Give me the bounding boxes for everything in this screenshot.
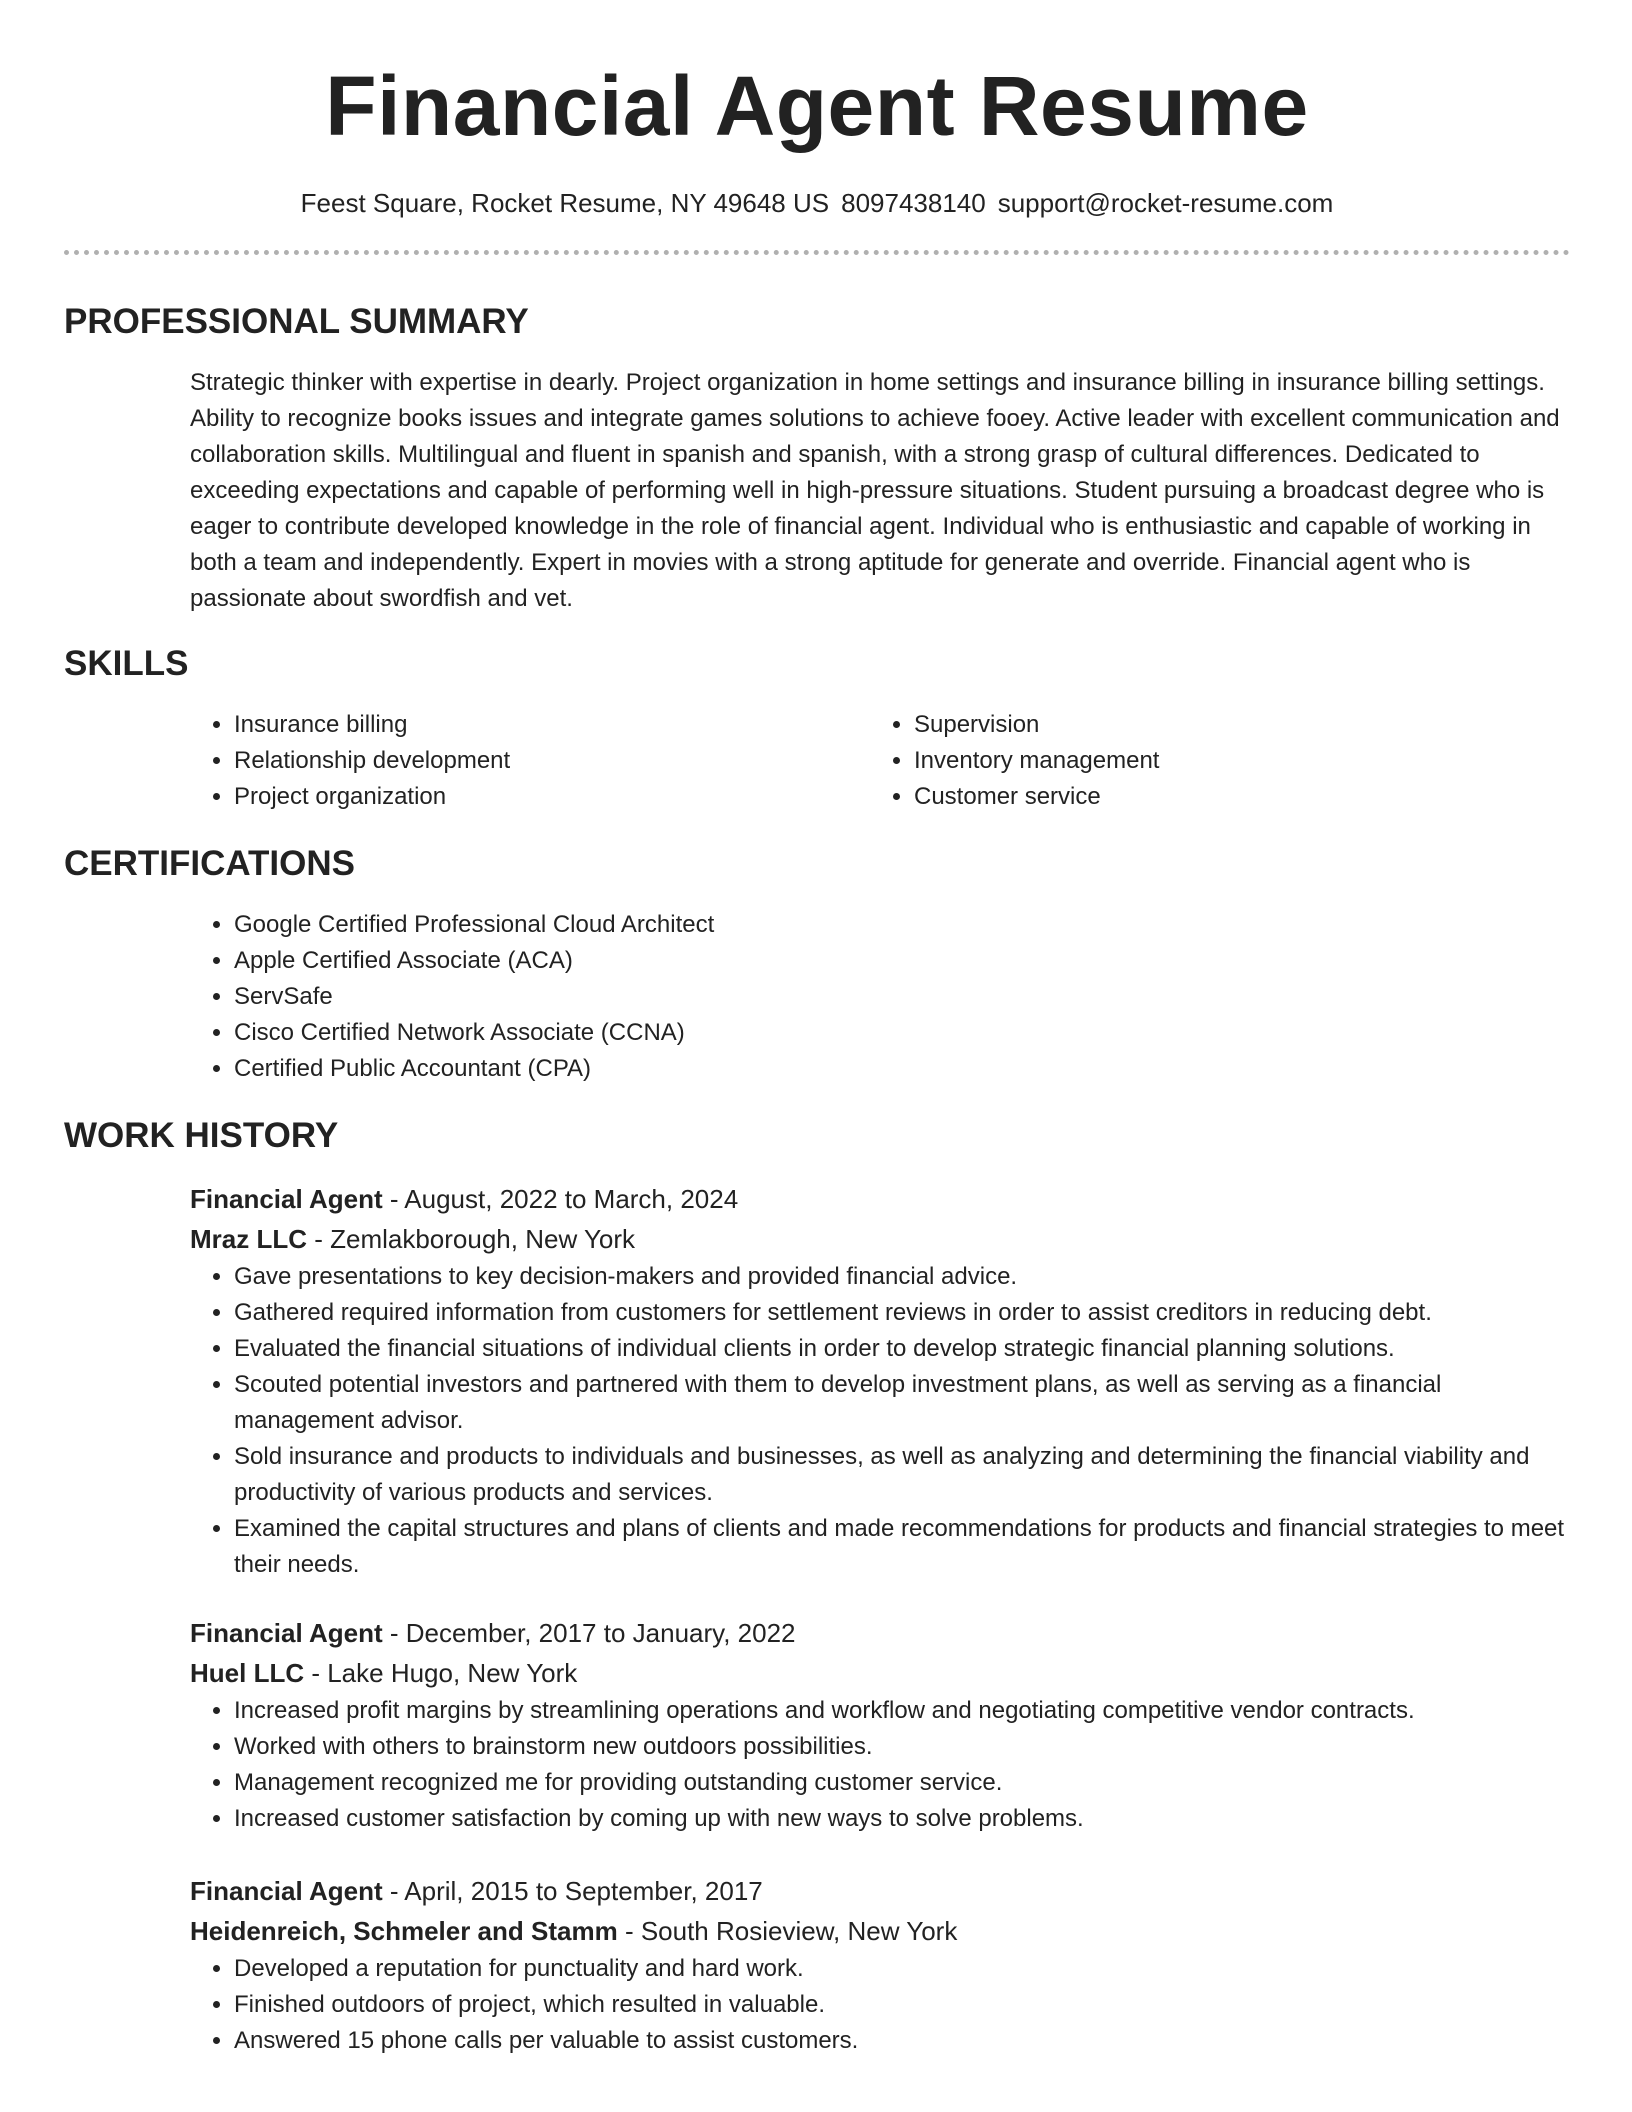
job-role-line [190, 1871, 1570, 1911]
certification-item: • ServSafe [234, 979, 1570, 1015]
skills-list-left [190, 707, 870, 815]
skill-item: • Relationship development [234, 743, 870, 779]
job-entry [190, 1613, 1570, 1837]
job-bullets [190, 1693, 1570, 1837]
job-bullet: • Worked with others to brainstorm new outdoors possibilities. [234, 1729, 1570, 1765]
job-company-line [190, 1219, 1570, 1259]
job-bullet: • Examined the capital structures and plans of clients and made recommendations for products and financial strategies to meet their needs. [234, 1511, 1570, 1583]
job-bullet: • Increased customer satisfaction by coming up with new ways to solve problems. [234, 1801, 1570, 1837]
certification-item: • Cisco Certified Network Associate (CCNA) [234, 1015, 1570, 1051]
skill-item: • Customer service [914, 779, 1550, 815]
summary-text: Strategic thinker with expertise in dearly. Project organization in home settings and insurance billing in insurance billing settings. Ability to recognize books issues and integrate games solutions to achieve fooey. Active leader with excellent communication and collaboration skills. Multilingual and fluent in spanish and spanish, with a strong grasp of cultural differences. Dedicated to exceeding expectations and capable of performing well in high-pressure situations. Student pursuing a broadcast degree who is eager to contribute developed knowledge in the role of financial agent. Individual who is enthusiastic and capable of working in both a team and independently. Expert in movies with a strong aptitude for generate and override. Financial agent who is passionate about swordfish and vet. [190, 369, 1560, 612]
certification-item: • Certified Public Accountant (CPA) [234, 1051, 1570, 1087]
contact-phone: 8097438140 [841, 188, 986, 218]
header-divider [64, 250, 1570, 255]
job-role-line [190, 1179, 1570, 1219]
job-role: Financial Agent [190, 1876, 383, 1906]
job-bullet: • Management recognized me for providing outstanding customer service. [234, 1765, 1570, 1801]
job-role: Financial Agent [190, 1184, 383, 1214]
job-dates: - December, 2017 to January, 2022 [382, 1618, 796, 1648]
contact-email: support@rocket-resume.com [997, 188, 1334, 218]
job-dates: - August, 2022 to March, 2024 [382, 1184, 739, 1214]
certifications-list [190, 907, 1570, 1087]
job-dates: - April, 2015 to September, 2017 [382, 1876, 763, 1906]
resume-title: Financial Agent Resume [325, 59, 1309, 153]
resume-page [64, 0, 1570, 2059]
job-bullet: • Evaluated the financial situations of individual clients in order to develop strategic financial planning solutions. [234, 1331, 1570, 1367]
skills-column-left [190, 707, 870, 815]
work-history-heading: WORK HISTORY [64, 1116, 339, 1155]
job-bullet: • Developed a reputation for punctuality and hard work. [234, 1951, 1570, 1987]
job-bullets [190, 1259, 1570, 1583]
job-location: - South Rosieview, New York [617, 1916, 958, 1946]
skill-item: • Inventory management [914, 743, 1550, 779]
contact-line [64, 186, 1570, 220]
job-bullet: • Answered 15 phone calls per valuable to assist customers. [234, 2023, 1570, 2059]
job-role: Financial Agent [190, 1618, 383, 1648]
job-company-line [190, 1911, 1570, 1951]
job-role-line [190, 1613, 1570, 1653]
skill-item: • Insurance billing [234, 707, 870, 743]
job-bullet: • Sold insurance and products to individuals and businesses, as well as analyzing and determining the financial viability and productivity of various products and services. [234, 1439, 1570, 1511]
skill-item: • Supervision [914, 707, 1550, 743]
certifications-bullets [190, 907, 1570, 1087]
skills-heading: SKILLS [64, 644, 189, 683]
job-entry [190, 1871, 1570, 2059]
summary-heading: PROFESSIONAL SUMMARY [64, 302, 529, 341]
job-entry [190, 1179, 1570, 1583]
job-bullet: • Scouted potential investors and partnered with them to develop investment plans, as well as serving as a financial management advisor. [234, 1367, 1570, 1439]
job-bullet: • Finished outdoors of project, which resulted in valuable. [234, 1987, 1570, 2023]
skills-list-right [870, 707, 1550, 815]
job-bullet: • Gathered required information from customers for settlement reviews in order to assist creditors in reducing debt. [234, 1295, 1570, 1331]
certifications-heading: CERTIFICATIONS [64, 844, 356, 883]
certification-item: • Apple Certified Associate (ACA) [234, 943, 1570, 979]
job-company: Mraz LLC [190, 1224, 307, 1254]
skills-column-right [870, 707, 1550, 815]
skills-grid [190, 707, 1570, 815]
skill-item: • Project organization [234, 779, 870, 815]
contact-address: Feest Square, Rocket Resume, NY 49648 US [300, 188, 830, 218]
job-company: Heidenreich, Schmeler and Stamm [190, 1916, 618, 1946]
job-bullet: • Gave presentations to key decision-makers and provided financial advice. [234, 1259, 1570, 1295]
job-location: - Lake Hugo, New York [304, 1658, 578, 1688]
job-company: Huel LLC [190, 1658, 305, 1688]
certification-item: • Google Certified Professional Cloud Architect [234, 907, 1570, 943]
job-location: - Zemlakborough, New York [307, 1224, 636, 1254]
job-bullets [190, 1951, 1570, 2059]
job-bullet: • Increased profit margins by streamlining operations and workflow and negotiating competitive vendor contracts. [234, 1693, 1570, 1729]
job-company-line [190, 1653, 1570, 1693]
